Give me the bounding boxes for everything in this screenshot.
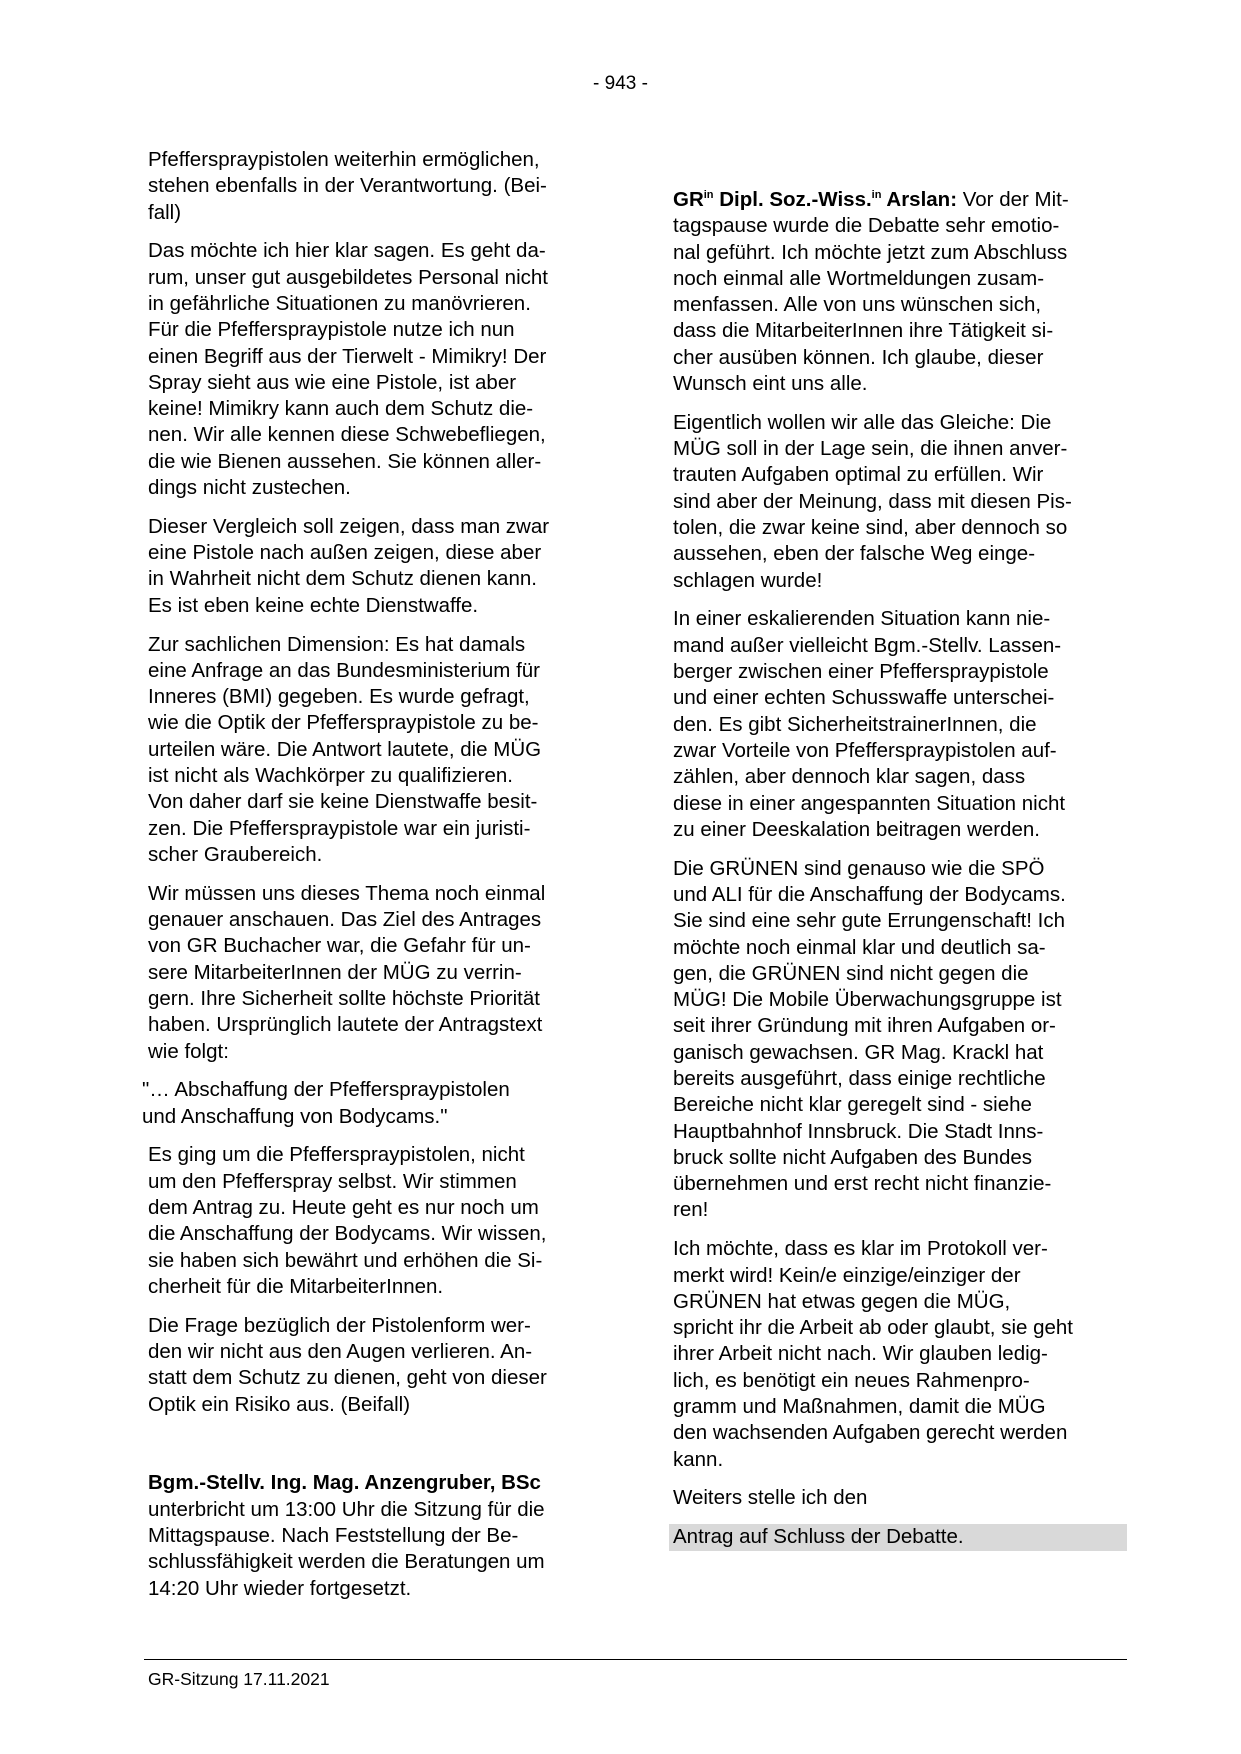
speaker-line: $GR^{in}$ Dipl. Soz.-Wiss.$^{in}$ Arslan: Vor der Mit- (673, 188, 1069, 211)
speaker-paragraph: $GR^{in}$ Dipl. Soz.-Wiss.$^{in}$ Arslan: Vor der Mit- tagspause wurde die Debatte sehr emotio- nal geführt. Ich möchte jetzt zum Abschluss noch einmal alle Wortmeldungen zusam- menfassen. Alle von uns wünschen sich, dass die MitarbeiterInnen ihre Tätigkeit si- cher ausüben können. Ich glaube, dieser Wunsch eint uns alle. (673, 187, 1131, 397)
speaker-name: $GR^{in}$ Dipl. Soz.-Wiss.$^{in}$ Arslan: (673, 188, 958, 211)
left-paragraphs (142, 147, 610, 1418)
paragraph: Es ging um die Pfefferspraypistolen, nicht um den Pfefferspray selbst. Wir stimmen dem Antrag zu. Heute geht es nur noch um die Anschaffung der Bodycams. Wir wissen, sie haben sich bewährt und erhöhen die Si- cherheit für die MitarbeiterInnen. (148, 1143, 547, 1298)
paragraph: Ich möchte, dass es klar im Protokoll ver- merkt wird! Kein/e einzige/einziger der GRÜNEN hat etwas gegen die MÜG, spricht ihr die Arbeit ab oder glaubt, sie geht ihrer Arbeit nicht nach. Wir glauben ledig- lich, es benötigt ein neues Rahmenpro- gramm und Maßnahmen, damit die MÜG den wachsenden Aufgaben gerecht werden kann. (673, 1237, 1073, 1471)
paragraph: Eigentlich wollen wir alle das Gleiche: Die MÜG soll in der Lage sein, die ihnen anver- trauten Aufgaben optimal zu erfüllen. Wir sind aber der Meinung, dass mit diesen Pis- tolen, die zwar keine sind, aber dennoch so aussehen, eben der falsche Weg einge- schlagen wurde! (673, 410, 1072, 592)
paragraph: Zur sachlichen Dimension: Es hat damals eine Anfrage an das Bundesministerium für Inneres (BMI) gegeben. Es wurde gefragt, wie die Optik der Pfefferspraypistole zu be- urteilen wäre. Die Antwort lautete, die MÜG ist nicht als Wachkörper zu qualifizieren. Von daher darf sie keine Dienstwaffe besit- zen. Die Pfefferspraypistole war ein juristi- scher Graubereich. (148, 632, 542, 866)
paragraph: Die Frage bezüglich der Pistolenform wer- den wir nicht aus den Augen verlieren. An- statt dem Schutz zu dienen, geht von dieser Optik ein Risiko aus. (Beifall) (148, 1313, 547, 1416)
footer-divider (144, 1659, 1127, 1660)
motion-highlight: Antrag auf Schluss der Debatte. (669, 1524, 1127, 1550)
paragraph: Pfefferspraypistolen weiterhin ermöglichen, stehen ebenfalls in der Verantwortung. (Bei- fall) (148, 148, 547, 224)
paragraph: Die GRÜNEN sind genauso wie die SPÖ und ALI für die Anschaffung der Bodycams. Sie sind eine sehr gute Errungenschaft! Ich möchte noch einmal klar und deutlich sa- gen, die GRÜNEN sind nicht gegen die MÜG! Die Mobile Überwachungsgruppe ist seit ihrer Gründung mit ihren Aufgaben or- ganisch gewachsen. GR Mag. Krackl hat bereits ausgeführt, dass einige rechtliche Bereiche nicht klar geregelt sind - siehe Hauptbahnhof Innsbruck. Die Stadt Inns- bruck sollte nicht Aufgaben des Bundes übernehmen und erst recht nicht finanzie- ren! (673, 856, 1066, 1222)
left-column (142, 147, 610, 1614)
quoted-motion-text: "… Abschaffung der Pfefferspraypistolen und Anschaffung von Bodycams." (142, 1078, 510, 1128)
footer-session-date: GR-Sitzung 17.11.2021 (148, 1669, 330, 1689)
right-paragraphs (673, 410, 1131, 1512)
paragraph: Wir müssen uns dieses Thema noch einmal genauer anschauen. Das Ziel des Antrages von GR Buchacher war, die Gefahr für un- sere MitarbeiterInnen der MÜG zu verrin- gern. Ihre Sicherheit sollte höchste Priorität haben. Ursprünglich lautete der Antragstext wie folgt: (148, 881, 546, 1063)
paragraph: Das möchte ich hier klar sagen. Es geht da- rum, unser gut ausgebildetes Personal nicht in gefährliche Situationen zu manövrieren. Für die Pfefferspraypistole nutze ich nun einen Begriff aus der Tierwelt - Mimikry! Der Spray sieht aus wie eine Pistole, ist aber keine! Mimikry kann auch dem Schutz die- nen. Wir alle kennen diese Schwebefliegen, die wie Bienen aussehen. Sie können aller- dings nicht zustechen. (148, 239, 548, 500)
session-break-speaker: Bgm.-Stellv. Ing. Mag. Anzengruber, BSc (148, 1471, 541, 1495)
paragraph: Weiters stelle ich den (673, 1486, 868, 1510)
paragraph: In einer eskalierenden Situation kann nie- mand außer vielleicht Bgm.-Stellv. Lassen- berger zwischen einer Pfefferspraypistole und einer echten Schusswaffe unterschei- den. Es gibt SicherheitstrainerInnen, die zwar Vorteile von Pfefferspraypistolen auf- zählen, aber dennoch klar sagen, dass diese in einer angespannten Situation nicht zu einer Deeskalation beitragen werden. (673, 607, 1066, 841)
page-number: - 943 - (593, 73, 648, 94)
right-column (673, 187, 1131, 1563)
paragraph: Dieser Vergleich soll zeigen, dass man zwar eine Pistole nach außen zeigen, diese aber in Wahrheit nicht dem Schutz dienen kann. Es ist eben keine echte Dienstwaffe. (148, 514, 550, 617)
session-break-note: Bgm.-Stellv. Ing. Mag. Anzengruber, BSc unterbricht um 13:00 Uhr die Sitzung für die Mittagspause. Nach Feststellung der Be- schlussfähigkeit werden die Beratungen um 14:20 Uhr wieder fortgesetzt. (148, 1470, 610, 1601)
